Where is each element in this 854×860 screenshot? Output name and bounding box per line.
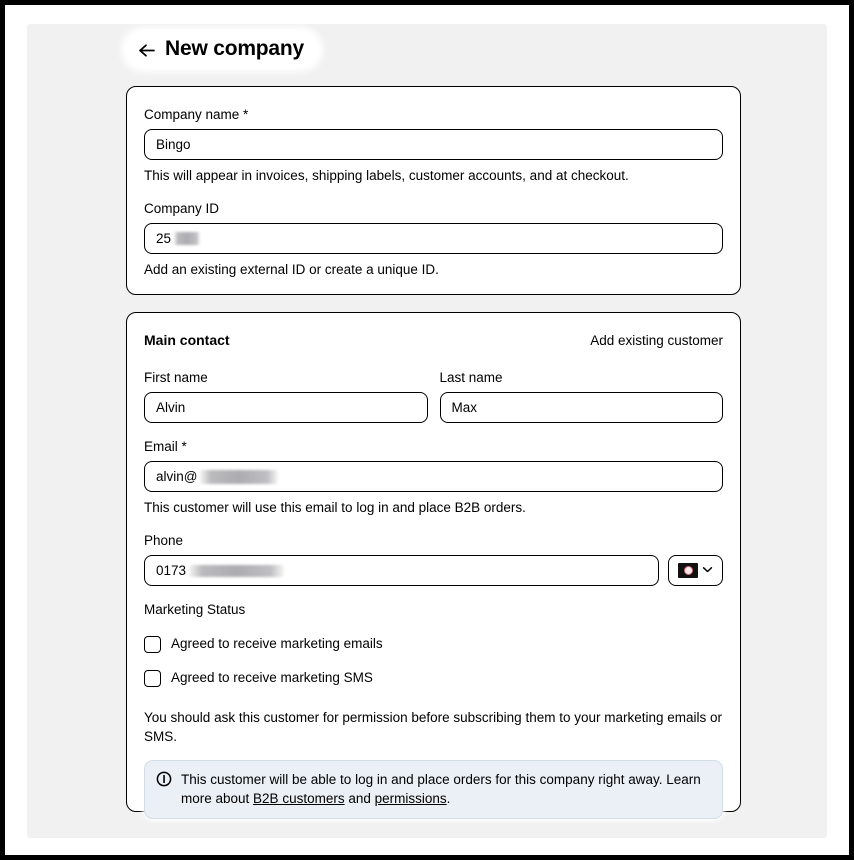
company-id-help-text: Add an existing external ID or create a unique ID. — [144, 262, 439, 277]
page-header — [126, 32, 318, 67]
company-id-field-group — [144, 200, 723, 279]
b2b-info-banner — [144, 760, 723, 819]
phone-label: Phone — [144, 533, 184, 548]
first-name-input[interactable] — [144, 392, 428, 423]
email-value: alvin@ — [156, 469, 198, 484]
company-id-input[interactable] — [144, 223, 723, 254]
banner-text-part3: . — [446, 791, 451, 806]
marketing-email-checkbox-row[interactable] — [144, 635, 723, 653]
marketing-permission-note: You should ask this customer for permission before subscribing them to your marketing emails or SMS. — [144, 710, 723, 744]
first-name-value: Alvin — [156, 400, 186, 415]
last-name-field-group — [440, 369, 724, 423]
marketing-sms-checkbox-row[interactable] — [144, 669, 723, 687]
company-id-value: 25 — [156, 231, 172, 246]
company-name-label: Company name * — [144, 107, 249, 122]
info-circle-icon — [156, 771, 172, 787]
company-name-field-group — [144, 106, 723, 185]
company-name-value: Bingo — [156, 137, 191, 152]
main-contact-heading: Main contact — [144, 332, 230, 348]
chevron-down-icon — [702, 562, 713, 580]
marketing-sms-checkbox-label: Agreed to receive marketing SMS — [171, 670, 373, 685]
marketing-email-checkbox-label: Agreed to receive marketing emails — [171, 636, 383, 651]
redacted-email-domain — [200, 470, 278, 484]
first-name-field-group — [144, 369, 428, 423]
name-fields-row — [144, 369, 723, 423]
marketing-status-group — [144, 601, 723, 687]
company-details-card — [126, 86, 741, 295]
email-label: Email * — [144, 439, 187, 454]
company-id-label: Company ID — [144, 201, 220, 216]
email-input[interactable] — [144, 461, 723, 492]
flag-icon — [678, 563, 698, 578]
email-field-group — [144, 438, 723, 517]
phone-value: 0173 — [156, 563, 187, 578]
country-code-select[interactable] — [668, 555, 723, 586]
b2b-customers-link[interactable]: B2B customers — [253, 791, 345, 806]
first-name-label: First name — [144, 370, 208, 385]
banner-text-part1: This customer will be able to log in and place orders for this company right away. Learn more about — [181, 772, 701, 806]
add-existing-customer-link[interactable]: Add existing customer — [590, 333, 723, 348]
marketing-sms-checkbox[interactable] — [144, 670, 161, 687]
last-name-label: Last name — [439, 370, 503, 385]
page-surface — [27, 24, 827, 838]
company-name-input[interactable] — [144, 129, 723, 160]
last-name-value: Max — [451, 400, 478, 415]
arrow-left-icon[interactable] — [137, 41, 156, 60]
marketing-email-checkbox[interactable] — [144, 636, 161, 653]
phone-field-group — [144, 532, 723, 586]
page-title: New company — [165, 37, 305, 60]
permissions-link[interactable]: permissions — [374, 791, 447, 806]
main-contact-header-row — [144, 331, 723, 350]
phone-input-row — [144, 555, 723, 586]
banner-text-part2: and — [344, 791, 375, 806]
redacted-phone-number — [189, 565, 284, 577]
email-help-text: This customer will use this email to log in and place B2B orders. — [144, 500, 526, 515]
last-name-input[interactable] — [440, 392, 724, 423]
main-contact-card — [126, 312, 741, 812]
b2b-info-banner-text — [181, 770, 711, 808]
marketing-status-label: Marketing Status — [144, 602, 246, 617]
phone-input[interactable] — [144, 555, 659, 586]
company-name-help-text: This will appear in invoices, shipping labels, customer accounts, and at checkout. — [144, 168, 629, 183]
redacted-company-id — [174, 232, 200, 245]
